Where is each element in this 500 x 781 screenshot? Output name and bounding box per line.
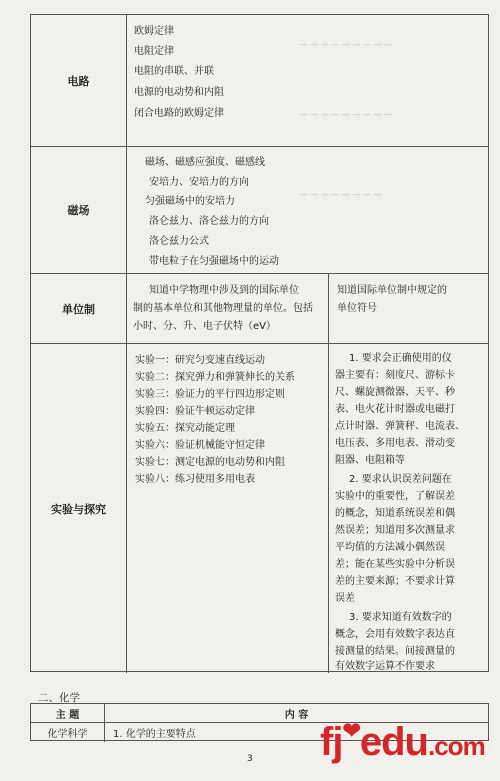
requirement-line: 2. 要求认识误差问题在: [349, 474, 452, 485]
requirement-line: 电压表、多用电表、滑动变: [335, 438, 455, 449]
content-line: 欧姆定律: [134, 26, 174, 37]
requirement-line: 差的主要来源；不要求计算: [335, 576, 455, 587]
page-number: 3: [247, 754, 253, 764]
content-cell: [127, 274, 328, 343]
topic-cell: 磁场: [31, 147, 127, 273]
requirement-line: 单位符号: [337, 303, 377, 314]
table-row-circuit: [31, 15, 488, 147]
content-line: 小时、分、升、电子伏特（eV）: [133, 321, 276, 332]
bleed-through-text: — — — — — — — —: [300, 190, 382, 199]
requirement-line: 3. 要求知道有效数字的: [349, 612, 452, 623]
content-cell: [127, 344, 328, 673]
topic-cell: 实验与探究: [31, 344, 127, 673]
table-row-magnetic: [31, 147, 488, 274]
experiment-item: 实验一：研究匀变速直线运动: [135, 355, 265, 366]
requirement-line: 尺、螺旋测微器、天平、秒: [335, 387, 455, 398]
table-row-units: [31, 274, 488, 344]
requirement-line: 误差: [335, 593, 355, 604]
requirement-line: 接测量的结果。间接测量的: [335, 646, 455, 657]
section-title: 二、化学: [38, 692, 80, 704]
content-line: 洛仑兹力、洛仑兹力的方向: [149, 216, 269, 227]
requirement-line: 概念，会用有效数字表达直: [335, 629, 455, 640]
requirement-line: 实验中的重要性，了解误差: [335, 491, 455, 502]
requirement-line: 的概念，知道系统误差和偶: [335, 508, 455, 519]
experiment-item: 实验四：验证牛顿运动定律: [135, 406, 255, 417]
physics-topics-table: [30, 14, 489, 672]
content-line: 洛仑兹力公式: [149, 236, 209, 247]
requirement-line: 然误差；知道用多次测量求: [335, 525, 455, 536]
experiment-item: 实验二：探究弹力和弹簧伸长的关系: [135, 372, 295, 383]
requirement-line: 器主要有：刻度尺、游标卡: [335, 370, 455, 381]
requirement-line: 阻器、电阻箱等: [335, 455, 405, 466]
requirement-line: 1. 要求会正确使用的仪: [349, 353, 452, 364]
content-cell: [127, 147, 489, 273]
content-line: 闭合电路的欧姆定律: [134, 108, 224, 119]
content-line: 磁场、磁感应强度、磁感线: [145, 157, 265, 168]
requirement-line: 表、电火花计时器或电磁打: [335, 404, 455, 415]
watermark-logo: fj❤edu.com: [320, 718, 485, 764]
experiment-item: 实验三：验证力的平行四边形定则: [135, 389, 285, 400]
content-line: 匀强磁场中的安培力: [145, 196, 235, 207]
content-line: 电阻的串联、并联: [134, 66, 214, 77]
content-line: 知道中学物理中涉及到的国际单位: [149, 285, 299, 296]
requirement-line: 点计时器、弹簧秤、电流表、: [335, 421, 465, 432]
content-cell: [127, 15, 489, 146]
content-line: 制的基本单位和其他物理量的单位。包括: [133, 303, 313, 314]
experiment-item: 实验五：探究动能定理: [135, 423, 235, 434]
topic-cell: 化学科学: [31, 723, 105, 742]
requirement-line: 有效数字运算不作要求: [335, 661, 435, 672]
header-topic: 主 题: [31, 704, 105, 722]
requirement-cell: [328, 274, 489, 343]
experiment-item: 实验八：练习使用多用电表: [135, 474, 255, 485]
content-line: 安培力、安培力的方向: [149, 177, 249, 188]
content-line: 带电粒子在匀强磁场中的运动: [149, 256, 279, 267]
header-content: 内 容: [284, 709, 309, 721]
requirement-line: 差；能在某些实验中分析误: [335, 559, 455, 570]
content-line: 电源的电动势和内阻: [134, 87, 224, 98]
content-cell: 1. 化学的主要特点: [113, 729, 196, 740]
experiment-item: 实验七：测定电源的电动势和内阻: [135, 457, 285, 468]
requirement-cell: [328, 344, 489, 673]
bleed-through-text: — — — — — — — — —: [300, 110, 393, 119]
requirement-line: 知道国际单位制中规定的: [337, 285, 447, 296]
topic-cell: 单位制: [31, 274, 127, 343]
topic-cell: 电路: [31, 15, 127, 146]
bleed-through-text: — — — — — — — — —: [300, 40, 393, 49]
table-row-experiments: [31, 344, 488, 673]
experiment-item: 实验六：验证机械能守恒定律: [135, 440, 265, 451]
content-line: 电阻定律: [134, 46, 174, 57]
requirement-line: 平均值的方法减小偶然误: [335, 542, 445, 553]
